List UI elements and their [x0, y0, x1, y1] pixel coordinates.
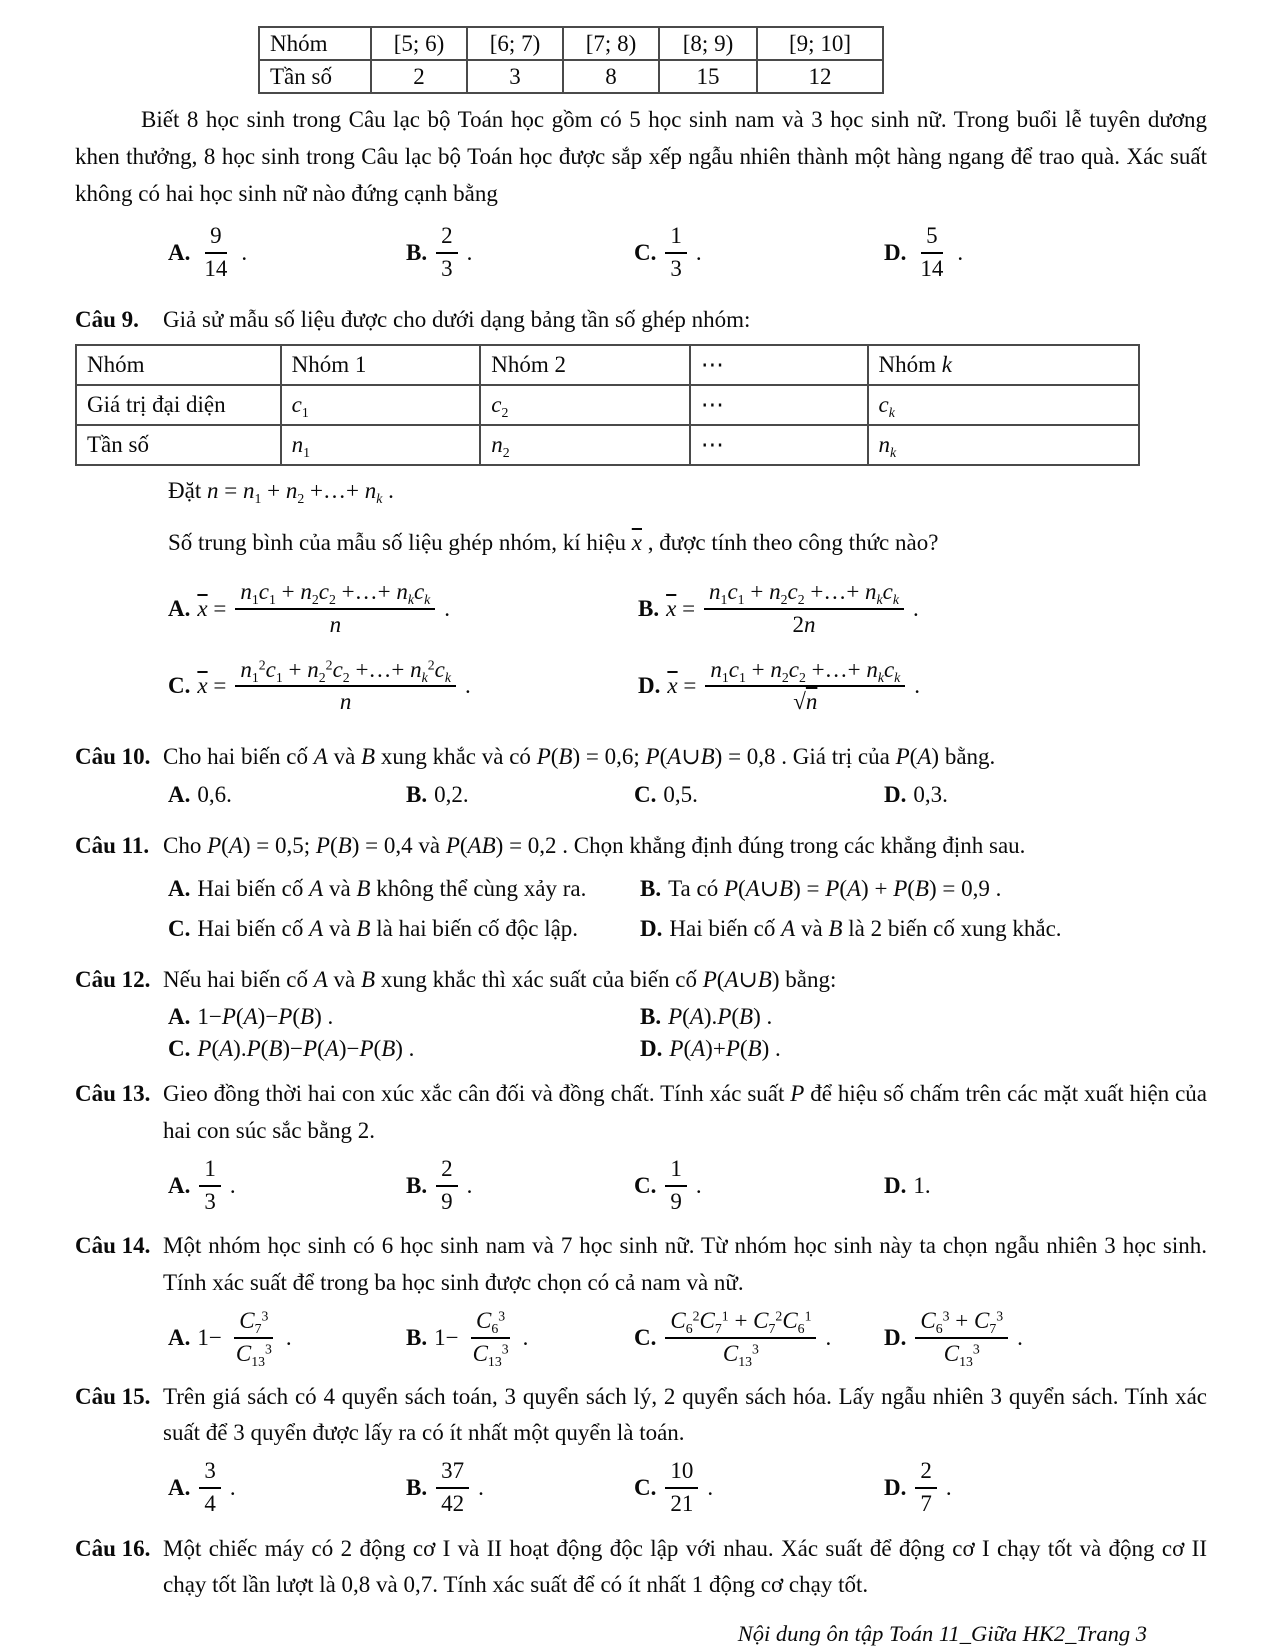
table-cell: 8: [563, 60, 659, 93]
fraction: [199, 1155, 221, 1217]
option-suffix: .: [825, 1324, 832, 1350]
fraction-denominator: $C_{13}^3$: [235, 1340, 272, 1369]
option-text: Hai biến cố A và B không thể cùng xảy ra.: [197, 875, 587, 901]
option-suffix: .: [229, 1172, 236, 1198]
fraction-denominator: $C_{13}^3$: [472, 1340, 509, 1369]
question-8-text: Biết 8 học sinh trong Câu lạc bộ Toán học gồm có 5 học sinh nam và 3 học sinh nữ. Trong buổi lễ tuyên dương khen thưởng, 8 học sinh trong Câu lạc bộ Toán học được sắp xếp ngẫu nhiên thành một hàng ngang để trao quà. Xác suất không có hai học sinh nữ nào đứng cạnh bằng: [75, 107, 1207, 206]
option-a: [168, 876, 640, 902]
dat-line: Đặt $n = n_1 + n_2$ +…+ $n_k$ .: [168, 478, 394, 507]
option-b: [640, 876, 1207, 902]
option-label: D.: [640, 915, 663, 941]
table-row: [259, 27, 883, 60]
question-11-options-cd: [75, 916, 1207, 942]
fraction: [436, 1155, 458, 1217]
option-label: A.: [168, 1324, 191, 1350]
option-b: [638, 578, 1207, 640]
table-cell: 3: [467, 60, 563, 93]
option-b: [406, 1457, 634, 1519]
question-text: Gieo đồng thời hai con xúc xắc cân đối và đồng chất. Tính xác suất P để hiệu số chấm trên các mặt xuất hiện của hai con súc sắc bằng 2.: [163, 1081, 1207, 1143]
table-cell: ⋯: [690, 425, 868, 465]
option-label: D.: [638, 673, 661, 699]
question-11-options-ab: [75, 876, 1207, 902]
option-c: [634, 1457, 884, 1519]
table-cell: $c_1$: [281, 385, 481, 425]
fraction: [199, 1457, 221, 1519]
mean-question: Số trung bình của mẫu số liệu ghép nhóm, kí hiệu $\overline{x}$ , được tính theo công thức nào?: [168, 530, 939, 556]
table-cell: $n_2$: [480, 425, 690, 465]
question-8-options: [75, 222, 1207, 284]
question-9: [75, 302, 1207, 338]
question-12: [75, 962, 1207, 998]
fraction-denominator: 9: [670, 1188, 682, 1214]
option-label: D.: [884, 781, 907, 807]
option-text: P(A).P(B) .: [668, 1004, 773, 1030]
formula-lead: $\overline{x}$ =: [197, 595, 227, 621]
option-label: C.: [634, 1324, 657, 1350]
option-label: C.: [168, 673, 191, 699]
option-a: [168, 782, 406, 808]
question-14-options: [75, 1307, 1207, 1369]
option-suffix: .: [957, 240, 964, 266]
table-cell: $n_1$: [281, 425, 481, 465]
option-c: [634, 1307, 884, 1369]
option-label: A.: [168, 595, 191, 621]
fraction-numerator: 1: [665, 222, 687, 254]
option-d: [638, 656, 1207, 718]
question-text: Giả sử mẫu số liệu được cho dưới dạng bảng tần số ghép nhóm:: [163, 306, 751, 332]
question-number: Câu 12.: [75, 966, 151, 992]
fraction-numerator: $n_1c_1 + n_2c_2$ +…+ $n_kc_k$: [235, 578, 435, 610]
fraction-denominator: 3: [670, 256, 682, 282]
option-text: P(A)+P(B) .: [669, 1036, 781, 1062]
fraction-numerator: $n_1c_1 + n_2c_2$ +…+ $n_kc_k$: [704, 578, 904, 610]
option-b: [406, 222, 634, 284]
table-cell: $c_k$: [868, 385, 1139, 425]
option-label: C.: [168, 915, 191, 941]
option-b: [406, 1155, 634, 1217]
option-c: [634, 782, 884, 808]
option-label: B.: [640, 1004, 662, 1030]
fraction-numerator: 2: [436, 222, 458, 254]
question-text: Nếu hai biến cố A và B xung khắc thì xác suất của biến cố P(A∪B) bằng:: [163, 966, 837, 992]
table-cell: [8; 9): [659, 27, 757, 60]
option-c: [168, 916, 640, 942]
fraction-numerator: 1: [199, 1155, 221, 1187]
option-suffix: .: [241, 240, 248, 266]
option-text: 1.: [913, 1172, 931, 1198]
question-11: [75, 828, 1207, 864]
table-row: [76, 425, 1139, 465]
question-12-options-ab: [75, 1004, 1207, 1030]
fraction: [665, 222, 687, 284]
question-number: Câu 16.: [75, 1535, 151, 1561]
table-cell: [9; 10]: [757, 27, 883, 60]
fraction-denominator: 14: [204, 256, 228, 282]
question-9-options-cd: [75, 656, 1207, 718]
table-cell: [5; 6): [371, 27, 467, 60]
question-text: Cho hai biến cố A và B xung khắc và có P(B) = 0,6; P(A∪B) = 0,8 . Giá trị của P(A) bằng.: [163, 744, 996, 770]
option-d: [884, 222, 1207, 284]
formula-prefix: 1−: [197, 1324, 222, 1350]
option-label: A.: [168, 1474, 191, 1500]
option-label: C.: [634, 240, 657, 266]
fraction: [704, 578, 904, 640]
frequency-table: [258, 26, 884, 94]
question-number: Câu 15.: [75, 1383, 151, 1409]
table-row: [76, 385, 1139, 425]
option-d: [640, 1036, 1207, 1062]
fraction: [915, 222, 948, 284]
table-cell: $c_2$: [480, 385, 690, 425]
option-label: A.: [168, 781, 191, 807]
option-suffix: .: [285, 1324, 292, 1350]
option-label: B.: [406, 781, 428, 807]
question-9-options-ab: [75, 578, 1207, 640]
question-15: [75, 1379, 1207, 1452]
question-10: [75, 739, 1207, 775]
fraction: [235, 578, 435, 640]
question-number: Câu 9.: [75, 306, 139, 332]
fraction-denominator: 9: [441, 1188, 453, 1214]
fraction-numerator: $C_6^2C_7^1 + C_7^2C_6^1$: [665, 1307, 816, 1339]
option-label: B.: [640, 875, 662, 901]
option-b: [640, 1004, 1207, 1030]
option-text: 0,2.: [434, 781, 469, 807]
option-suffix: .: [913, 595, 919, 621]
option-label: C.: [634, 781, 657, 807]
fraction: [705, 656, 905, 718]
option-b: [406, 782, 634, 808]
page-footer: Nội dung ôn tập Toán 11_Giữa HK2_Trang 3: [737, 1621, 1147, 1647]
option-b: [406, 1307, 634, 1369]
option-suffix: .: [465, 673, 471, 699]
option-d: [640, 916, 1207, 942]
option-suffix: .: [444, 595, 451, 621]
option-text: Hai biến cố A và B là 2 biến cố xung khắc.: [669, 915, 1062, 941]
table-cell: 2: [371, 60, 467, 93]
question-15-options: [75, 1457, 1207, 1519]
option-label: B.: [406, 1324, 428, 1350]
table-header-tanso: Tần số: [259, 60, 371, 93]
fraction: [231, 1307, 277, 1369]
option-label: A.: [168, 875, 191, 901]
fraction-numerator: $n_1c_1 + n_2c_2$ +…+ $n_kc_k$: [705, 656, 905, 688]
fraction-denominator: $C_{13}^3$: [722, 1340, 759, 1369]
table-header-nhom: Nhóm: [259, 27, 371, 60]
fraction-numerator: 9: [205, 222, 227, 254]
question-13-options: [75, 1155, 1207, 1217]
fraction-numerator: $n_1^2c_1 + n_2^2c_2$ +…+ $n_k^2c_k$: [235, 656, 456, 688]
option-text: 1−P(A)−P(B) .: [197, 1004, 334, 1030]
question-10-options: [75, 782, 1207, 808]
table-cell: [6; 7): [467, 27, 563, 60]
fraction-denominator: √n: [793, 689, 818, 715]
fraction-denominator: 7: [920, 1490, 932, 1516]
option-text: 0,5.: [663, 781, 698, 807]
table-row: [259, 60, 883, 93]
question-text: Một nhóm học sinh có 6 học sinh nam và 7 học sinh nữ. Từ nhóm học sinh này ta chọn ngẫu nhiên 3 học sinh. Tính xác suất để trong ba học sinh được chọn có cả nam và nữ.: [163, 1233, 1207, 1295]
question-number: Câu 11.: [75, 832, 150, 858]
table-cell: [7; 8): [563, 27, 659, 60]
option-suffix: .: [945, 1474, 952, 1500]
question-number: Câu 10.: [75, 744, 151, 770]
option-text: 0,6.: [197, 781, 232, 807]
table-cell: $n_k$: [868, 425, 1139, 465]
option-a: [168, 578, 638, 640]
option-label: D.: [884, 1172, 907, 1198]
option-c: [168, 1036, 640, 1062]
option-d: [884, 782, 1207, 808]
option-suffix: .: [695, 240, 702, 266]
option-label: B.: [638, 595, 660, 621]
fraction-denominator: $C_{13}^3$: [943, 1340, 980, 1369]
question-12-options-cd: [75, 1036, 1207, 1062]
option-suffix: .: [695, 1172, 702, 1198]
option-a: [168, 1004, 640, 1030]
option-c: [168, 656, 638, 718]
fraction: [665, 1155, 687, 1217]
fraction: [915, 1457, 937, 1519]
option-text: Ta có P(A∪B) = P(A) + P(B) = 0,9 .: [668, 875, 1002, 901]
option-label: D.: [884, 1474, 907, 1500]
option-suffix: .: [478, 1474, 484, 1500]
fraction: [436, 222, 458, 284]
option-text: P(A).P(B)−P(A)−P(B) .: [197, 1036, 415, 1062]
option-suffix: .: [914, 673, 921, 699]
fraction: [235, 656, 456, 718]
table-cell: ⋯: [690, 385, 868, 425]
option-a: [168, 1457, 406, 1519]
fraction: [199, 222, 232, 284]
option-label: A.: [168, 1172, 191, 1198]
question-number: Câu 14.: [75, 1233, 151, 1259]
option-label: C.: [634, 1474, 657, 1500]
option-c: [634, 222, 884, 284]
fraction: [915, 1307, 1008, 1369]
option-d: [884, 1173, 1207, 1199]
question-number: Câu 13.: [75, 1081, 151, 1107]
option-a: [168, 222, 406, 284]
fraction-denominator: 21: [670, 1490, 694, 1516]
option-a: [168, 1155, 406, 1217]
question-13: [75, 1076, 1207, 1149]
question-text: Trên giá sách có 4 quyển sách toán, 3 quyển sách lý, 2 quyển sách hóa. Lấy ngẫu nhiên 3 quyển sách. Tính xác suất để 3 quyển được lấy ra có ít nhất một quyển là toán.: [163, 1383, 1207, 1445]
option-label: B.: [406, 1172, 428, 1198]
option-label: B.: [406, 1474, 428, 1500]
question-16: [75, 1531, 1207, 1604]
fraction-denominator: 14: [920, 256, 944, 282]
fraction: [468, 1307, 514, 1369]
option-suffix: .: [466, 1172, 473, 1198]
fraction-numerator: 37: [436, 1457, 469, 1489]
fraction-numerator: 10: [665, 1457, 698, 1489]
fraction-numerator: $C_6^3 + C_7^3$: [915, 1307, 1008, 1339]
fraction-numerator: $C_7^3$: [234, 1307, 273, 1339]
table-cell: 12: [757, 60, 883, 93]
option-label: A.: [168, 240, 191, 266]
fraction-numerator: 1: [665, 1155, 687, 1187]
option-label: C.: [634, 1172, 657, 1198]
fraction-numerator: 2: [436, 1155, 458, 1187]
option-label: D.: [884, 240, 907, 266]
option-label: D.: [884, 1324, 907, 1350]
table-cell: Nhóm k: [868, 345, 1139, 385]
option-suffix: .: [522, 1324, 529, 1350]
option-suffix: .: [1017, 1324, 1023, 1350]
option-label: A.: [168, 1004, 191, 1030]
formula-lead: $\overline{x}$ =: [667, 673, 697, 699]
fraction-numerator: 2: [915, 1457, 937, 1489]
table-cell: Nhóm 2: [480, 345, 690, 385]
fraction-denominator: n: [329, 611, 342, 637]
option-label: C.: [168, 1036, 191, 1062]
option-c: [634, 1155, 884, 1217]
question-text: Cho P(A) = 0,5; P(B) = 0,4 và P(AB) = 0,2 . Chọn khẳng định đúng trong các khẳng định sau.: [163, 832, 1026, 858]
fraction-denominator: 3: [204, 1188, 216, 1214]
formula-prefix: 1−: [434, 1324, 459, 1350]
table-cell: Nhóm: [76, 345, 281, 385]
fraction-denominator: n: [339, 689, 352, 715]
question-14: [75, 1228, 1207, 1301]
fraction: [665, 1457, 698, 1519]
table-cell: Tần số: [76, 425, 281, 465]
option-text: 0,3.: [913, 781, 948, 807]
option-text: Hai biến cố A và B là hai biến cố độc lập.: [197, 915, 579, 941]
option-suffix: .: [707, 1474, 714, 1500]
fraction-numerator: $C_6^3$: [471, 1307, 510, 1339]
fraction-denominator: 4: [204, 1490, 216, 1516]
option-suffix: .: [229, 1474, 236, 1500]
option-label: B.: [406, 240, 428, 266]
fraction-denominator: 2n: [792, 611, 816, 637]
table-cell: Nhóm 1: [281, 345, 481, 385]
fraction-denominator: 3: [441, 256, 453, 282]
table-cell: 15: [659, 60, 757, 93]
option-d: [884, 1307, 1207, 1369]
table-row: [76, 345, 1139, 385]
formula-lead: $\overline{x}$ =: [197, 673, 227, 699]
option-d: [884, 1457, 1207, 1519]
option-a: [168, 1307, 406, 1369]
fraction-denominator: 42: [441, 1490, 465, 1516]
fraction: [665, 1307, 816, 1369]
table-cell: ⋯: [690, 345, 868, 385]
table-cell: Giá trị đại diện: [76, 385, 281, 425]
fraction: [436, 1457, 469, 1519]
formula-lead: $\overline{x}$ =: [666, 595, 696, 621]
question-text: Một chiếc máy có 2 động cơ I và II hoạt động độc lập với nhau. Xác suất để động cơ I chạy tốt và động cơ II chạy tốt lần lượt là 0,8 và 0,7. Tính xác suất để có ít nhất 1 động cơ chạy tốt.: [163, 1535, 1207, 1597]
grouped-data-table: [75, 344, 1140, 466]
option-label: D.: [640, 1036, 663, 1062]
option-suffix: .: [466, 240, 473, 266]
fraction-numerator: 5: [921, 222, 943, 254]
fraction-numerator: 3: [199, 1457, 221, 1489]
